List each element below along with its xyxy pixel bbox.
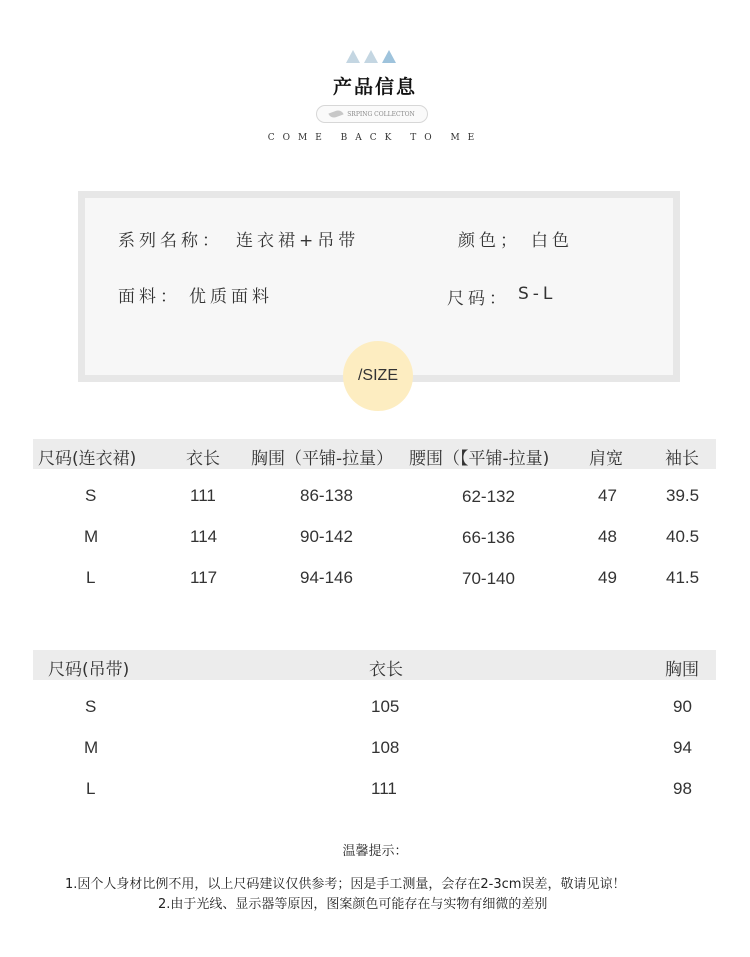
dress-cell-length: 117 [190,568,218,587]
note-line-1: 1.因个人身材比例不用，以上尺码建议仅供参考；因是手工测量，会存在2-3cm误差，敬请见谅！ [65,877,626,892]
camisole-cell-size: L [86,779,96,798]
camisole-cell-bust: 90 [673,697,692,716]
triangle-icon [364,50,378,63]
camisole-cell-size: M [84,738,99,757]
camisole-cell-bust: 98 [673,779,692,798]
dress-cell-sleeve: 41.5 [666,568,700,587]
dress-header-waist: 腰围（【平铺-拉量) [409,449,550,469]
collection-badge-text: SRPING COLLECTON [347,110,415,118]
size-value: S-L [518,284,557,304]
series-value: 连衣裙+吊带 [236,231,360,251]
note-line-2: 2.由于光线、显示器等原因，图案颜色可能存在与实物有细微的差别 [158,897,548,912]
dress-cell-waist: 70-140 [462,569,515,588]
camisole-header-bust: 胸围 [665,660,699,680]
camisole-cell-length: 105 [371,697,400,716]
collection-badge [316,105,428,123]
fabric-value: 优质面料 [189,287,273,307]
camisole-cell-length: 108 [371,738,400,757]
tagline: COME BACK TO ME [267,133,483,143]
dress-header-bust: 胸围（平铺-拉量） [251,449,394,469]
dress-cell-length: 114 [190,527,218,546]
fabric-label: 面料： [118,287,181,307]
dress-cell-length: 111 [190,486,216,505]
camisole-header-length: 衣长 [369,660,403,680]
dress-header-size: 尺码(连衣裙) [38,449,137,469]
dress-cell-bust: 86-138 [300,486,353,505]
dress-cell-shoulder: 48 [598,527,617,546]
triangle-icon [346,50,360,63]
dress-cell-bust: 94-146 [300,568,353,587]
dress-cell-size: L [86,568,96,587]
notes-title: 温馨提示： [342,844,408,859]
triangle-icon [382,50,396,63]
dress-cell-waist: 66-136 [462,528,515,547]
dress-cell-sleeve: 39.5 [666,486,700,505]
size-label: 尺码： [447,289,510,309]
dress-cell-bust: 90-142 [300,527,353,546]
camisole-cell-bust: 94 [673,738,692,757]
dress-cell-shoulder: 49 [598,568,617,587]
color-value: 白色 [531,231,573,251]
size-badge: /SIZE [343,341,413,411]
camisole-cell-size: S [85,697,97,716]
dress-cell-size: M [84,527,99,546]
dress-cell-size: S [85,486,97,505]
page-title: 产品信息 [332,76,417,98]
leaf-icon [329,109,344,119]
camisole-cell-length: 111 [371,779,397,798]
dress-header-length: 衣长 [186,449,220,469]
color-label: 颜色； [458,231,521,251]
dress-header-shoulder: 肩宽 [589,449,623,469]
dress-cell-shoulder: 47 [598,486,617,505]
dress-header-sleeve: 袖长 [665,449,699,469]
series-label: 系列名称： [118,231,223,251]
dress-cell-waist: 62-132 [462,487,515,506]
dress-cell-sleeve: 40.5 [666,527,700,546]
camisole-header-size: 尺码(吊带) [48,660,130,680]
